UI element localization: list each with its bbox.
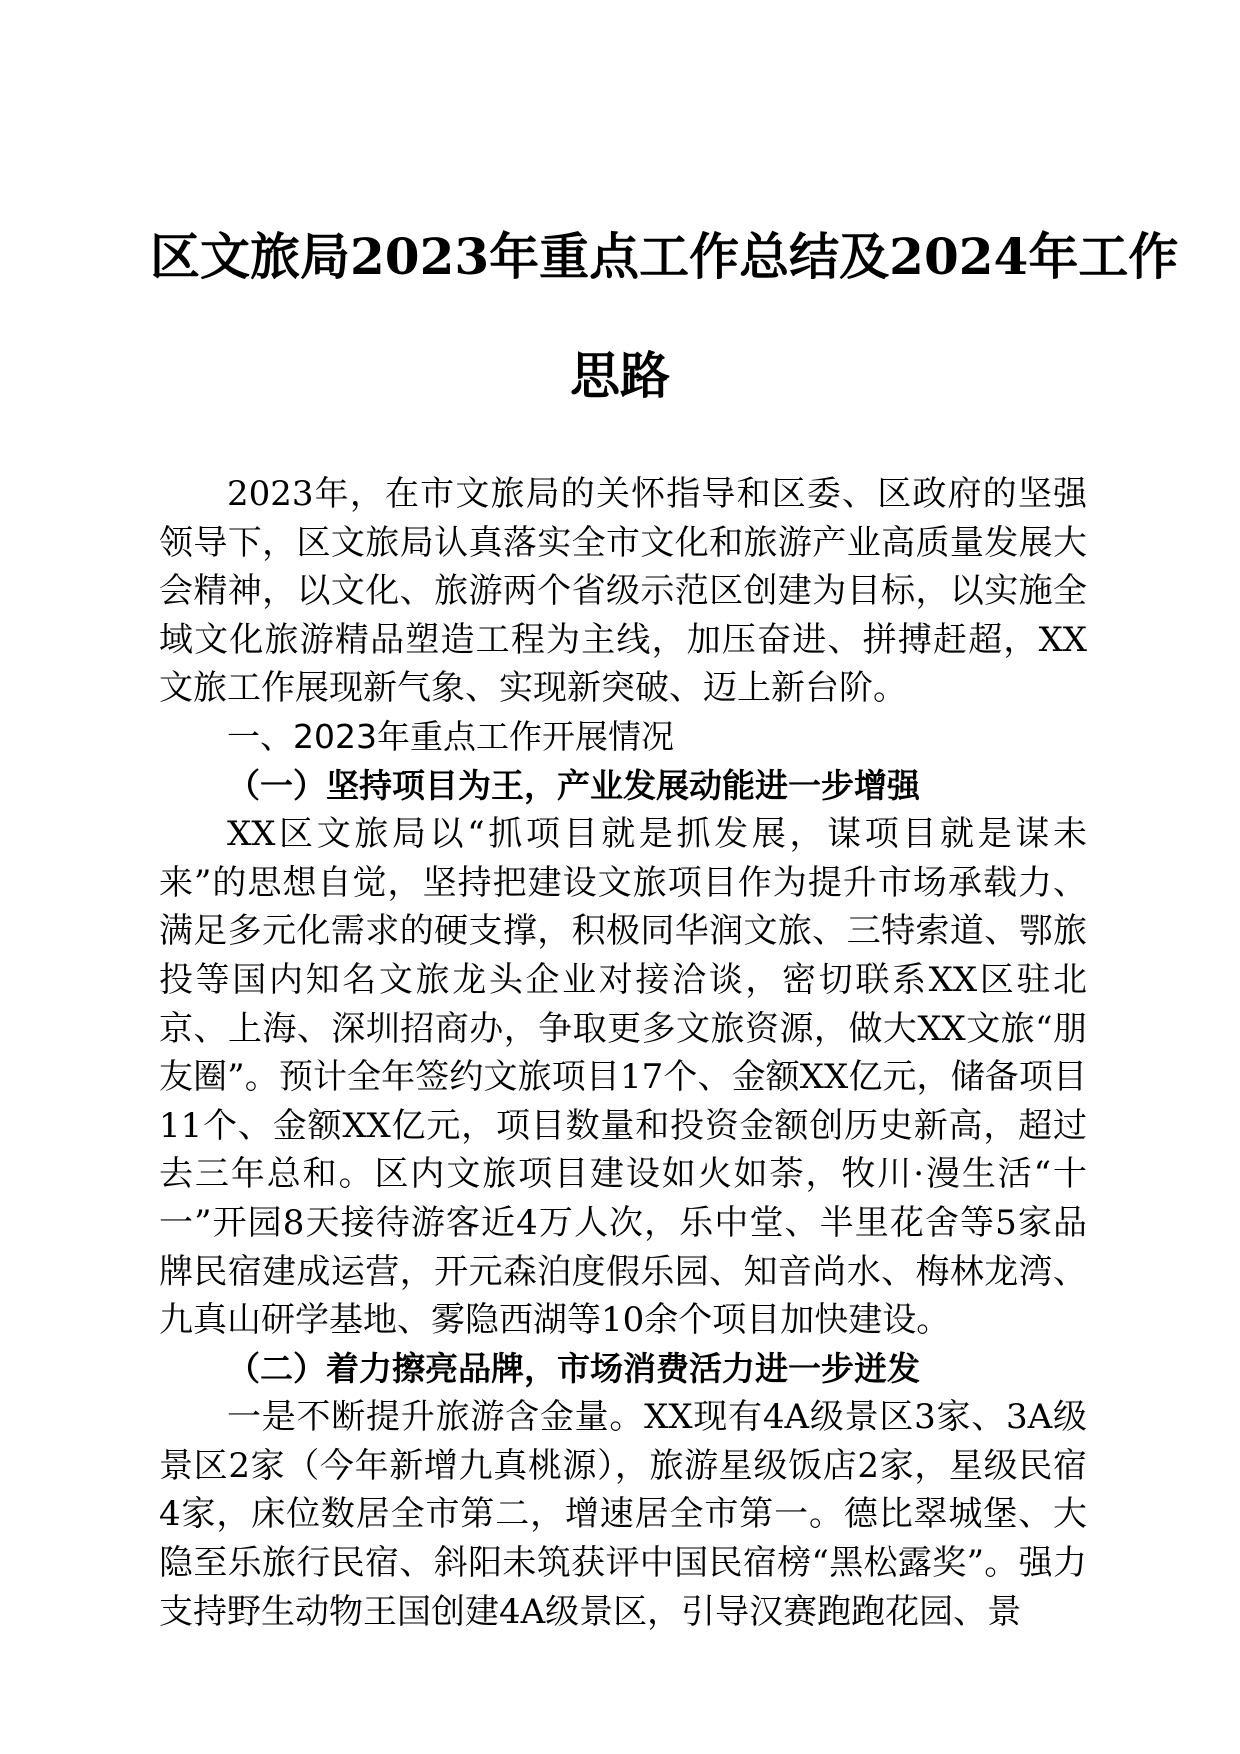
section-heading-1: 一、2023年重点工作开展情况	[227, 716, 674, 756]
subsection-1-paragraph: XX区文旅局以“抓项目就是抓发展，谋项目就是谋未来”的思想自觉，坚持把建设文旅项目作为提升市场承载力、满足多元化需求的硬支撑，积极同华润文旅、三特索道、鄂旅投等国内知名文旅龙头企业对接洽谈，密切联系XX区驻北京、上海、深圳招商办，争取更多文旅资源，做大XX文旅“朋友圈”。预计全年签约文旅项目17个、金额XX亿元，储备项目11个、金额XX亿元，项目数量和投资金额创历史新高，超过去三年总和。区内文旅项目建设如火如荼，牧川·漫生活“十一”开园8天接待游客近4万人次，乐中堂、半里花舍等5家品牌民宿建成运营，开元森泊度假乐园、知音尚水、梅林龙湾、九真山研学基地、雾隐西湖等10余个项目加快建设。	[159, 814, 1087, 1341]
intro-paragraph: 2023年，在市文旅局的关怀指导和区委、区政府的坚强领导下，区文旅局认真落实全市文化和旅游产业高质量发展大会精神，以文化、旅游两个省级示范区创建为目标，以实施全域文化旅游精品塑造工程为主线，加压奋进、拼搏赶超，XX文旅工作展现新气象、实现新突破、迈上新台阶。	[159, 474, 1087, 709]
subsection-2-paragraph: 一是不断提升旅游含金量。XX现有4A级景区3家、3A级景区2家（今年新增九真桃源），旅游星级饭店2家，星级民宿4家，床位数居全市第二，增速居全市第一。德比翠城堡、大隐至乐旅行民宿、斜阳未筑获评中国民宿榜“黑松露奖”。强力支持野生动物王国创建4A级景区，引导汉赛跑跑花园、景	[159, 1397, 1087, 1632]
subsection-heading-2: （二）着力擦亮品牌，市场消费活力进一步迸发	[227, 1348, 920, 1388]
document-title-line-1: 区文旅局2023年重点工作总结及2024年工作	[150, 227, 1179, 286]
document-body	[159, 470, 1087, 1636]
subsection-heading-1: （一）坚持项目为王，产业发展动能进一步增强	[227, 765, 920, 805]
document-title-line-2: 思路	[570, 346, 670, 405]
